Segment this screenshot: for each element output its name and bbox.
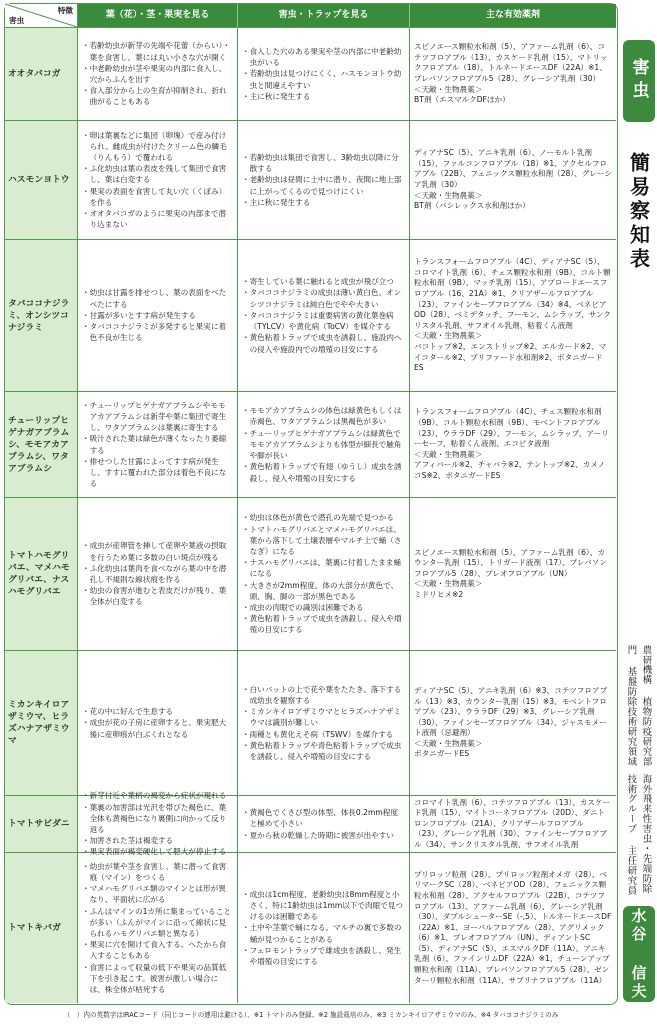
observation-item: ・主に秋に発生する bbox=[242, 197, 311, 207]
pest-name-cell bbox=[5, 121, 78, 240]
symptoms-item: ・幼虫が葉や茎を食害し、葉に潜って食害痕（マイン）をつくる bbox=[82, 861, 227, 882]
pest-name-cell bbox=[5, 651, 78, 796]
pest-name-cell bbox=[5, 853, 78, 1003]
symptoms-item: ・幼虫の食害が進むと表皮だけが残り、葉全体が白変する bbox=[82, 586, 227, 607]
column-header-label: 主な有効薬剤 bbox=[485, 9, 540, 20]
column-header-pesticides bbox=[410, 4, 616, 28]
pesticide-list: コロマイト乳剤（6）、コテツフロアブル（13）、カスケード乳剤（15）、マイトコーネフロアブル（20D）、ダニトロンフロアブル（21A）、クリアザールフロアブル（23）、グレーシア乳剤（30）、ファインセーブフロアブル（34）、サンクリスタル乳剤、サフオイル乳剤 bbox=[414, 797, 611, 849]
column-header-label: 害虫・トラップを見る bbox=[278, 9, 369, 20]
observation-item: ・フェロモントラップで雄成虫を誘殺し、発生や増殖の目安にする bbox=[242, 945, 402, 966]
biological-agents-list: アフィバール※2、チャバラ※2、テントップ※2、カメノコS※2、ボタニガードES bbox=[414, 460, 606, 480]
observation-item: ・タバココナジラミは重要病害の黄化葉巻病（TYLCV）や黄化病（ToCV）を媒介する bbox=[242, 310, 394, 332]
observation-item: ・老齢幼虫は昼間に土中に潜り、夜間に地上部に上がってくるので見つけにくい bbox=[242, 175, 402, 196]
symptoms-item: ・新芽付近や葉柄の褐変から症状が現れる bbox=[82, 791, 227, 801]
symptoms-item: ・ふ化幼虫は葉肉を食べながら葉の中を潜孔し不規則な線状痕を作る bbox=[82, 563, 227, 584]
header-corner bbox=[5, 4, 78, 28]
pest-name-cell bbox=[5, 498, 78, 651]
biological-agents-list: バコトップ※2、エンストリップ※2、エルカード※2、マイコタール※2、プリファード水和剤※2、ボタニガードES bbox=[414, 341, 607, 373]
pesticides-content bbox=[414, 686, 612, 760]
symptoms-cell bbox=[78, 853, 238, 1003]
symptoms-cell bbox=[78, 121, 238, 240]
biological-agents-label: ＜天敵・生物農薬＞ bbox=[414, 579, 483, 589]
symptoms-item: ・花の中に好んで生息する bbox=[82, 707, 174, 717]
pesticide-list: プリロッソ粒剤（28）、プリロッソ粒剤オメガ（28）、ベリマークSC（28）、ベネビアOD（28）、フェニックス顆粒水和剤（28）、アクセルフロアブル（22B）、コテツフロアブル（13）、アファーム乳剤（6）、グレーシア乳剤（30）、ダブルシューターSE（-,5）、トルネードエースDF（22A）※1、ヨーバルフロアブル（28）、アグリメック（6）※1、プレオフロアブル（UN）、ディアントSC（5）、ディアナSC（5）、エスマルクDF（11A）、アニキ乳剤（6）、ファインリムDF（22A）※1、チューンアップ顆粒水和剤（11A）、プレバソンフロアブル5（28）、ゼンターリ顆粒水和剤（11A）、サブリナフロアブル（11A） bbox=[414, 869, 612, 985]
pest-name: オオタバコガ bbox=[8, 69, 61, 79]
observation-list bbox=[242, 512, 405, 635]
pesticides-cell bbox=[410, 121, 616, 240]
symptoms-item: ・ふんはマインの1カ所に集まっていることが多い（ふんがマインに沿って線状に見られるハモグリバエ類と異なる） bbox=[82, 906, 231, 938]
symptoms-item: ・成虫が花の子房に産卵すると、果実肥大後に産卵痕が白ぶくれとなる bbox=[82, 718, 227, 739]
observation-cell bbox=[238, 796, 410, 853]
observation-list bbox=[242, 46, 405, 102]
footnote: （ ）内の英数字はIRACコード（同じコードの連用は避ける）、※1 トマトのみ登録、※2 施設栽培のみ、※3 ミカンキイロアザミウマのみ、※4 タバココナジラミのみ bbox=[63, 1011, 559, 1019]
observation-item: ・大きさが2mm程度、体の大部分が黄色で、頭、胸、脚の一部が黒色である bbox=[242, 580, 399, 601]
observation-cell bbox=[238, 121, 410, 240]
side-title: 簡易察知表 bbox=[626, 152, 651, 272]
pest-name: トマトハモグリバエ、マメハモグリバエ、ナスハモグリバエ bbox=[8, 551, 70, 597]
pest-name: トマトキバガ bbox=[8, 923, 61, 933]
pesticide-list: スピノエース顆粒水和剤（5）、アファーム乳剤（6）、コテツフロアブル（13）、カスケード乳剤（15）、マトリックフロアブル（18）、トルネードエースDF（22A）※1、プレバソンフロアブル5（28）、グレーシア乳剤（30） bbox=[414, 42, 608, 83]
symptoms-item: ・食害によって収量の低下や果実の品質低下を引き起こす。被害が激しい場合には、株全体が枯死する bbox=[82, 962, 227, 995]
observation-item: ・両種とも黄化えそ病（TSWV）を媒介する bbox=[242, 729, 394, 739]
column-header-observation bbox=[238, 4, 410, 28]
symptoms-cell bbox=[78, 498, 238, 651]
pesticides-cell bbox=[410, 392, 616, 498]
biological-agents-list: ボタニガードES bbox=[414, 749, 470, 759]
symptoms-list bbox=[82, 400, 233, 490]
observation-item: ・ミカンキイロアザミウマとヒラズハナアザミウマは識別が難しい bbox=[242, 707, 401, 728]
corner-bottom-label: 害虫 bbox=[9, 15, 25, 25]
symptoms-item: ・マメハモグリバエ類のマインとは形が異なり、平面状に広がる bbox=[82, 884, 226, 905]
pesticides-content bbox=[414, 407, 612, 481]
symptoms-list bbox=[82, 130, 233, 231]
pest-name: チューリップヒゲナガアブラムシ、モモアカアブラムシ、ワタアブラムシ bbox=[8, 415, 70, 474]
pesticides-content bbox=[414, 798, 612, 851]
biological-agents-label: ＜天敵・生物農薬＞ bbox=[414, 738, 483, 748]
observation-cell bbox=[238, 853, 410, 1003]
observation-item: ・成虫は1cm程度、老齢幼虫は8mm程度と小さく、特に1齢幼虫は1mm以下で肉眼で見つけるのは困難である bbox=[242, 889, 403, 922]
affiliation-line: 海外飛来性害虫・先端防除技術グループ 主任研究員 bbox=[625, 774, 652, 896]
symptoms-item: ・幼虫は甘露を排せつし、葉の表面をべたべたにする bbox=[82, 288, 227, 309]
pesticide-list: ディアナSC（5）、アニキ乳剤（6）、ノーモルト乳剤（15）、ファルコンフロアブル（18）※1、アクセルフロアブル（22B）、フェニックス顆粒水和剤（28）、グレーシア乳剤（30） bbox=[414, 148, 612, 189]
pest-name: ハスモンヨトウ bbox=[8, 175, 70, 185]
symptoms-item: ・卵は葉裏などに集団（卵塊）で産み付けられ、雌成虫が付けたクリーム色の鱗毛（りんもう）で覆われる bbox=[82, 130, 227, 162]
observation-item: ・土中や茎葉で蛹になる。マルチの裏で多数の蛹が見つかることがある bbox=[242, 923, 402, 944]
symptoms-list bbox=[82, 40, 233, 107]
symptoms-item: ・葉裏の加害部は光沢を帯びた褐色に、葉全体も黄褐色になり裏側に向かって反り返る bbox=[82, 802, 227, 834]
observation-list bbox=[242, 889, 405, 967]
pesticide-list: トランスフォームフロアブル（4C）、ディアナSC（5）、コロマイト乳剤（6）、チェス顆粒水和剤（9B）、コルト顆粒水和剤（9B）、マッチ乳剤（15）、アプロードエースフロアブル（16、21A）※1、クリアザールフロアブル（23）、ファインセーブフロアブル（34）※4、ベネビアOD（28）、ベミデタッチ、フーモン、ムシラップ、サンクリスタル乳剤、サフオイル乳剤、粘着くん液剤 bbox=[414, 257, 611, 330]
biological-agents-list: BT剤（エスマルクDFほか） bbox=[414, 95, 510, 105]
observation-item: ・成虫の肉眼での識別は困難である bbox=[242, 603, 364, 612]
symptoms-list bbox=[82, 540, 233, 607]
observation-item: ・黄褐色でくさび型の体型、体長0.2mm程度と極めて小さい bbox=[242, 808, 398, 829]
symptoms-item: ・加害された茎は褐変する bbox=[82, 836, 174, 846]
side-category-tab: 害虫 bbox=[623, 40, 655, 122]
pesticide-list: トランスフォームフロアブル（4C）、チェス顆粒水和剤（9B）、コルト顆粒水和剤（9B）、モベントフロアブル（23）、ウララDF（29）、フーモン、ムシラップ、アーリーセーフ、粘着くん液剤、エコピタ液剤 bbox=[414, 407, 609, 449]
symptoms-item: ・食入部分から上の生育が抑制され、折れ曲がることもある bbox=[82, 86, 227, 107]
observation-item: ・若齢幼虫は集団で食害し、3齢幼虫以降に分散する bbox=[242, 152, 399, 174]
observation-item: ・黄色粘着トラップで有翅（ゆうし）成虫を誘殺し、侵入や増殖の目安にする bbox=[242, 462, 402, 483]
observation-item: ・夏から秋の乾燥した時期に被害が出やすい bbox=[242, 830, 394, 840]
pesticides-cell bbox=[410, 796, 616, 853]
pesticides-content bbox=[414, 548, 612, 601]
symptoms-list bbox=[82, 706, 233, 740]
biological-agents-label: ＜天敵・生物農薬＞ bbox=[414, 84, 483, 94]
author-name: 水谷 信夫 bbox=[623, 906, 655, 1002]
observation-item: ・寄生している葉に触れると成虫が飛び立つ bbox=[242, 277, 394, 287]
pesticides-content bbox=[414, 148, 612, 212]
observation-list bbox=[242, 807, 405, 841]
observation-item: ・主に秋に発生する bbox=[242, 91, 311, 101]
affiliation-line: 農研機構 植物防疫研究部門 基盤防除技術研究領域 bbox=[625, 645, 652, 767]
biological-agents-list: BT剤（バシレックス水和剤ほか） bbox=[414, 201, 530, 211]
symptoms-cell bbox=[78, 240, 238, 392]
pest-name-cell bbox=[5, 28, 78, 121]
symptoms-item: ・タバココナジラミが多発すると果実に着色不良が生じる bbox=[82, 322, 227, 343]
observation-list bbox=[242, 152, 405, 208]
pesticides-cell bbox=[410, 28, 616, 121]
symptoms-cell bbox=[78, 791, 238, 857]
symptoms-cell bbox=[78, 651, 238, 796]
pest-name: タバココナジラミ、オンシツコナジラミ bbox=[8, 298, 70, 333]
biological-agents-list: ミドリヒメ※2 bbox=[414, 589, 464, 599]
pesticides-content bbox=[414, 42, 612, 106]
pest-name-cell bbox=[5, 240, 78, 392]
author-affiliation bbox=[621, 645, 656, 903]
pesticides-cell bbox=[410, 651, 616, 796]
observation-item: ・トマトハモグリバエとマメハモグリバエは、葉から落下して土壌表層やマルチ上で蛹（さなぎ）になる bbox=[242, 524, 402, 556]
pesticides-cell bbox=[410, 853, 616, 1003]
observation-cell bbox=[238, 240, 410, 392]
pest-name: ミカンキイロアザミウマ、ヒラズハナアザミウマ bbox=[8, 700, 70, 746]
symptoms-item: ・果実に穴を開けて食入する。へたから食入することもある bbox=[82, 940, 227, 961]
column-header-label: 葉（花）・茎・果実を見る bbox=[105, 9, 210, 20]
symptoms-list bbox=[82, 790, 233, 857]
symptoms-item: ・オオタバコガのように果実の内部まで潜り込まない bbox=[82, 209, 226, 230]
observation-item: ・食入した穴のある果実や茎の内部に中老齢幼虫がいる bbox=[242, 46, 402, 68]
observation-list bbox=[242, 276, 405, 354]
symptoms-item: ・ふ化幼虫は葉の表皮を残して集団で食害し、葉は白変する bbox=[82, 164, 227, 185]
biological-agents-label: ＜天敵・生物農薬＞ bbox=[414, 331, 483, 341]
symptoms-cell bbox=[78, 28, 238, 121]
observation-item: ・ナスハモグリバエは、葉裏に付着したまま蛹になる bbox=[242, 558, 401, 579]
observation-cell bbox=[238, 498, 410, 651]
observation-item: ・黄色粘着トラップで成虫を誘殺し、施設内への侵入や施設内での増殖の目安にする bbox=[242, 333, 402, 354]
corner-top-label: 特徴 bbox=[57, 6, 73, 15]
symptoms-cell bbox=[78, 392, 238, 498]
symptoms-item: ・果実の表面を食害して丸い穴（くぼみ）を作る bbox=[82, 186, 227, 207]
symptoms-item: ・チューリップヒゲナガアブラムシやモモアカアブラムシは新芽や葉に集団で寄生し、ワタアブラムシは葉裏に寄生する bbox=[82, 400, 227, 433]
observation-item: ・黄色粘着トラップや青色粘着トラップで成虫を誘殺し、侵入や増殖の目安にする bbox=[242, 740, 402, 761]
symptoms-item: ・成虫が産卵管を挿して産卵や葉液の摂取を行うため葉に多数の白い斑点が残る bbox=[82, 541, 227, 562]
observation-item: ・チューリップヒゲナガアブラムシは緑黄色でモモアカアブラムシよりも体型が細長で触角や脚が長い bbox=[242, 428, 402, 461]
observation-item: ・モモアカアブラムシの体色は緑黄色もしくは赤褐色、ワタアブラムシは黒褐色が多い bbox=[242, 406, 402, 427]
observation-item: ・黄色粘着トラップで成虫を誘殺し、侵入や増殖の目安にする bbox=[242, 614, 402, 635]
pesticide-list: スピノエース顆粒水和剤（5）、アファーム乳剤（6）、カウンター乳剤（15）、トリガード液剤（17）、プレバソンフロアブル5（28）、プレオフロアブル（UN） bbox=[414, 547, 607, 578]
symptoms-item: ・果実表面が褐変硬化して肥大が停止する bbox=[82, 847, 227, 857]
symptoms-item: ・甘露が多いとすす病が発生する bbox=[82, 310, 196, 320]
pest-name-cell bbox=[5, 392, 78, 498]
symptoms-item: ・排せつした甘露によってすす病が発生し、すすに覆われた部分は着色不良になる bbox=[82, 456, 227, 489]
pesticides-cell bbox=[410, 240, 616, 392]
observation-cell bbox=[238, 651, 410, 796]
pesticides-cell bbox=[410, 498, 616, 651]
biological-agents-label: ＜天敵・生物農薬＞ bbox=[414, 449, 483, 459]
pest-name: トマトサビダニ bbox=[8, 819, 70, 829]
biological-agents-label: ＜天敵・生物農薬＞ bbox=[414, 190, 483, 200]
observation-item: ・タバココナジラミの成虫は薄い黄白色、オンシツコナジラミは純白色でやや大きい bbox=[242, 288, 402, 309]
observation-item: ・白いバットの上で花や葉をたたき、落下する成幼虫を観察する bbox=[242, 684, 402, 705]
symptoms-list bbox=[82, 861, 233, 995]
observation-list bbox=[242, 405, 405, 483]
observation-item: ・若齢幼虫は見つけにくく、ハスモンヨトウ幼虫と間違えやすい bbox=[242, 69, 402, 90]
column-header-symptoms bbox=[78, 4, 238, 28]
symptoms-item: ・若齢幼虫が新芽の先端や花蕾（からい）・葉を食害し、葉には丸い小さな穴が開く bbox=[82, 41, 231, 62]
observation-cell bbox=[238, 392, 410, 498]
observation-cell bbox=[238, 28, 410, 121]
pesticide-list: ディアナSC（5）、アニキ乳剤（6）※3、コテツフロアブル（13）※3、カウンター乳剤（15）※3、モベントフロアブル（23）、ウララDF（29）※3、グレーシア乳剤（30）、ファインセーブフロアブル（34）、ジャスモメート液剤（忌避剤） bbox=[414, 685, 608, 738]
pest-name-cell bbox=[5, 796, 78, 853]
pesticides-content bbox=[414, 870, 612, 987]
observation-item: ・幼虫は体色が黄色で潜孔の先端で見つかる bbox=[242, 513, 394, 523]
symptoms-list bbox=[82, 287, 233, 343]
symptoms-item: ・中老齢幼虫が茎や果実の内部に食入し、穴からふんを出す bbox=[82, 63, 227, 84]
symptoms-item: ・吸汁された葉は緑色が薄くなったり萎縮する bbox=[82, 434, 227, 455]
pesticides-content bbox=[414, 257, 612, 374]
observation-list bbox=[242, 684, 405, 762]
pest-identification-table bbox=[4, 3, 618, 1005]
